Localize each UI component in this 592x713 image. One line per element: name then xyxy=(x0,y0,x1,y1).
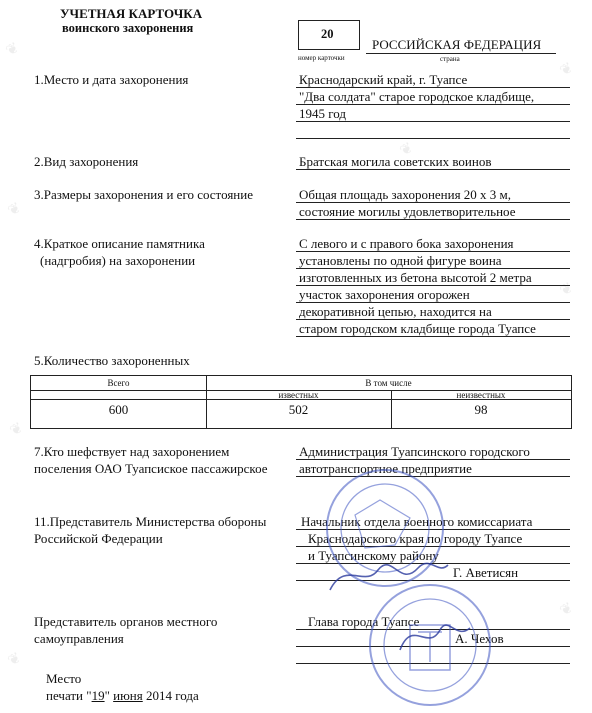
patron-label: 7.Кто шефствует над захоронением xyxy=(34,444,230,459)
mod-rep-name: Г. Аветисян xyxy=(453,565,519,580)
patron-label: поселения ОАО Туапсиское пассажирское xyxy=(34,461,268,476)
count-known: 502 xyxy=(288,402,309,417)
watermark: ❦ xyxy=(396,138,417,160)
place-line: "Два солдата" старое городское кладбище, xyxy=(299,89,535,104)
local-rep-label: Представитель органов местного xyxy=(34,614,218,629)
seal-year: 2014 года xyxy=(142,688,199,703)
watermark: ❦ xyxy=(556,598,577,620)
seal-prefix: печати " xyxy=(46,688,92,703)
seal-mid: " xyxy=(104,688,114,703)
watermark: ❦ xyxy=(4,648,25,670)
watermark: ❦ xyxy=(556,278,577,300)
size-line: состояние могилы удовлетворительное xyxy=(299,204,516,219)
count-label: 5.Количество захороненных xyxy=(34,353,190,368)
seal-month: июня xyxy=(113,688,143,703)
card-number: 20 xyxy=(321,27,334,41)
city-stamp xyxy=(370,585,490,705)
country-value: РОССИЙСКАЯ ФЕДЕРАЦИЯ xyxy=(372,37,542,52)
mod-rep-line: Краснодарского края по городу Туапсе xyxy=(308,531,523,546)
mod-rep-label: Российской Федерации xyxy=(34,531,163,546)
size-label: 3.Размеры захоронения и его состояние xyxy=(34,187,253,202)
description-line: установлены по одной фигуре воина xyxy=(299,253,502,268)
watermark: ❦ xyxy=(6,418,27,440)
local-rep-name: А. Чехов xyxy=(455,631,504,646)
size-line: Общая площадь захоронения 20 х 3 м, xyxy=(299,187,512,202)
watermark: ❦ xyxy=(2,38,23,60)
place-line: 1945 год xyxy=(299,106,346,121)
military-stamp xyxy=(327,470,443,586)
patron-line: автотранспортное предприятие xyxy=(299,461,472,476)
description-label: (надгробия) на захоронении xyxy=(40,253,196,268)
card-number-label: номер карточки xyxy=(298,54,345,62)
card-title: УЧЕТНАЯ КАРТОЧКА xyxy=(60,6,203,21)
mod-rep-line: Начальник отдела военного комиссариата xyxy=(301,514,533,529)
description-label: 4.Краткое описание памятника xyxy=(34,236,205,251)
mod-rep-line: и Туапсинскому району xyxy=(308,548,439,563)
country-label: страна xyxy=(440,55,460,63)
count-total: 600 xyxy=(108,402,129,417)
description-line: изготовленных из бетона высотой 2 метра xyxy=(299,270,532,285)
description-line: участок захоронения огорожен xyxy=(299,287,470,302)
place-line: Краснодарский край, г. Туапсе xyxy=(299,72,468,87)
col-total-header: Всего xyxy=(107,378,130,388)
place-label: 1.Место и дата захоронения xyxy=(34,72,189,87)
type-line: Братская могила советских воинов xyxy=(299,154,492,169)
description-line: старом городском кладбище города Туапсе xyxy=(299,321,536,336)
local-rep-position: Глава города Туапсе xyxy=(308,614,420,629)
count-unknown: 98 xyxy=(474,402,488,417)
mod-rep-label: 11.Представитель Министерства обороны xyxy=(34,514,267,529)
watermark: ❦ xyxy=(4,198,25,220)
card-subtitle: воинского захоронения xyxy=(62,21,194,35)
seal-place-label: Место xyxy=(46,671,82,686)
description-line: декоративной цепью, находится на xyxy=(299,304,492,319)
col-known-header: известных xyxy=(278,390,319,400)
col-unknown-header: неизвестных xyxy=(456,390,506,400)
col-including-header: В том числе xyxy=(365,378,412,388)
watermark: ❦ xyxy=(556,58,577,80)
type-label: 2.Вид захоронения xyxy=(34,154,139,169)
seal-day: 19 xyxy=(91,688,105,703)
patron-line: Администрация Туапсинского городского xyxy=(299,444,530,459)
local-rep-label: самоуправления xyxy=(34,631,124,646)
description-line: С левого и с правого бока захоронения xyxy=(299,236,514,251)
